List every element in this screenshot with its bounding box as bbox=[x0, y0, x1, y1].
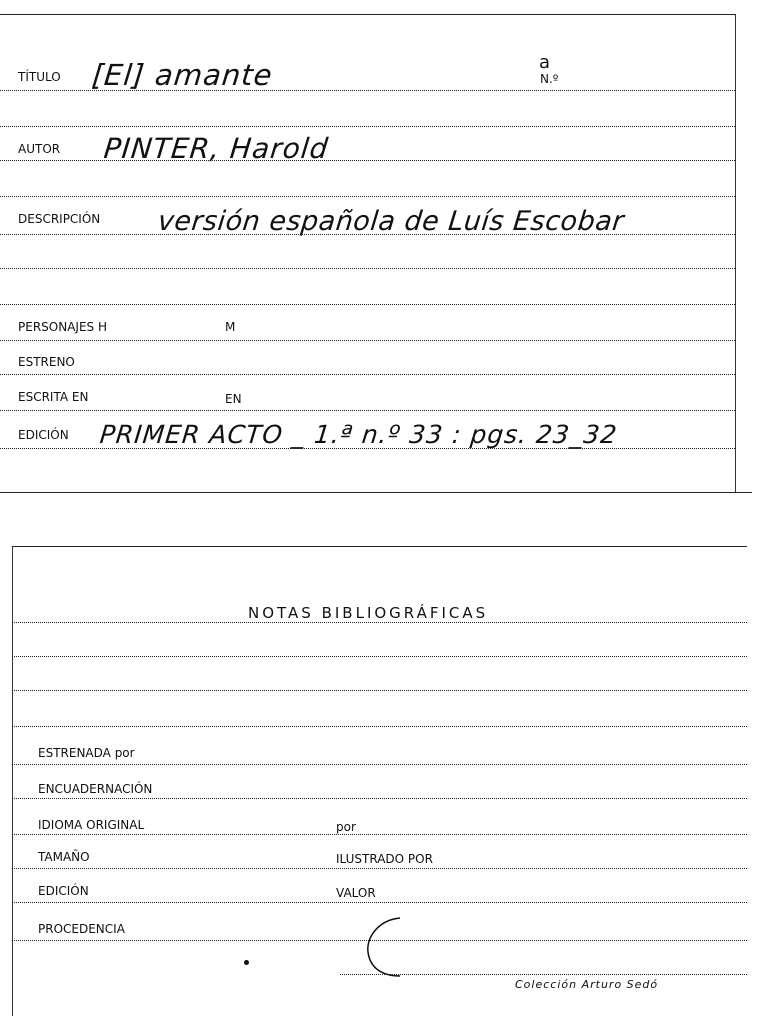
edicion-label: EDICIÓN bbox=[18, 428, 69, 442]
escrita-en-line bbox=[0, 410, 735, 411]
autor-value: PINTER, Harold bbox=[102, 132, 331, 165]
valor-label: VALOR bbox=[336, 886, 376, 900]
escrita-en-label: ESCRITA EN bbox=[18, 390, 89, 404]
personajes-line bbox=[0, 340, 735, 341]
encuadernacion-line bbox=[12, 798, 747, 799]
idioma-por-label: por bbox=[336, 820, 356, 834]
personajes-m-label: M bbox=[225, 320, 236, 334]
idioma-line bbox=[12, 834, 747, 835]
top-card-right-edge bbox=[735, 14, 736, 492]
numero-label: N.º bbox=[540, 72, 559, 86]
escrita-en-en-label: EN bbox=[225, 392, 242, 406]
titulo-value: [El] amante bbox=[90, 58, 275, 92]
personajes-label: PERSONAJES H bbox=[18, 320, 107, 334]
bottom-partial-line bbox=[340, 974, 747, 975]
bottom-card-top-edge bbox=[12, 546, 747, 547]
tamano-label: TAMAÑO bbox=[38, 850, 90, 864]
notas-header-line bbox=[12, 622, 747, 623]
blank-line-2 bbox=[0, 196, 735, 197]
edicion-value: PRIMER ACTO _ 1.ª n.º 33 : pgs. 23_32 bbox=[98, 420, 619, 449]
ink-dot bbox=[244, 960, 249, 965]
autor-label: AUTOR bbox=[18, 142, 61, 156]
blank-line-6 bbox=[12, 690, 747, 691]
ilustrado-por-label: ILUSTRADO POR bbox=[336, 852, 433, 866]
stamp-mark bbox=[360, 910, 420, 980]
descripcion-label: DESCRIPCIÓN bbox=[18, 212, 101, 226]
top-edge-line bbox=[0, 14, 735, 15]
estrenada-line bbox=[12, 764, 747, 765]
descripcion-value: versión española de Luís Escobar bbox=[156, 206, 626, 237]
encuadernacion-label: ENCUADERNACIÓN bbox=[38, 782, 153, 796]
edicion-bottom-line bbox=[12, 902, 747, 903]
blank-line-5 bbox=[12, 656, 747, 657]
blank-line-3 bbox=[0, 268, 735, 269]
titulo-label: TÍTULO bbox=[18, 70, 61, 84]
autor-line bbox=[0, 160, 735, 161]
estrenada-por-label: ESTRENADA por bbox=[38, 746, 135, 760]
estreno-line bbox=[0, 374, 735, 375]
blank-line-1 bbox=[0, 126, 735, 127]
tamano-line bbox=[12, 868, 747, 869]
estreno-label: ESTRENO bbox=[18, 355, 75, 369]
titulo-line bbox=[0, 90, 735, 91]
blank-line-7 bbox=[12, 726, 747, 727]
descripcion-line bbox=[0, 234, 735, 235]
edicion-bottom-label: EDICIÓN bbox=[38, 884, 89, 898]
collection-credit: Colección Arturo Sedó bbox=[515, 978, 659, 991]
idioma-original-label: IDIOMA ORIGINAL bbox=[38, 818, 145, 832]
procedencia-label: PROCEDENCIA bbox=[38, 922, 125, 936]
bottom-card-left-edge bbox=[12, 546, 13, 1016]
notas-header: NOTAS BIBLIOGRÁFICAS bbox=[248, 604, 489, 622]
card-separator-line bbox=[0, 492, 752, 493]
blank-line-4 bbox=[0, 304, 735, 305]
numero-superscript: a bbox=[539, 52, 551, 73]
edicion-line bbox=[0, 448, 735, 449]
